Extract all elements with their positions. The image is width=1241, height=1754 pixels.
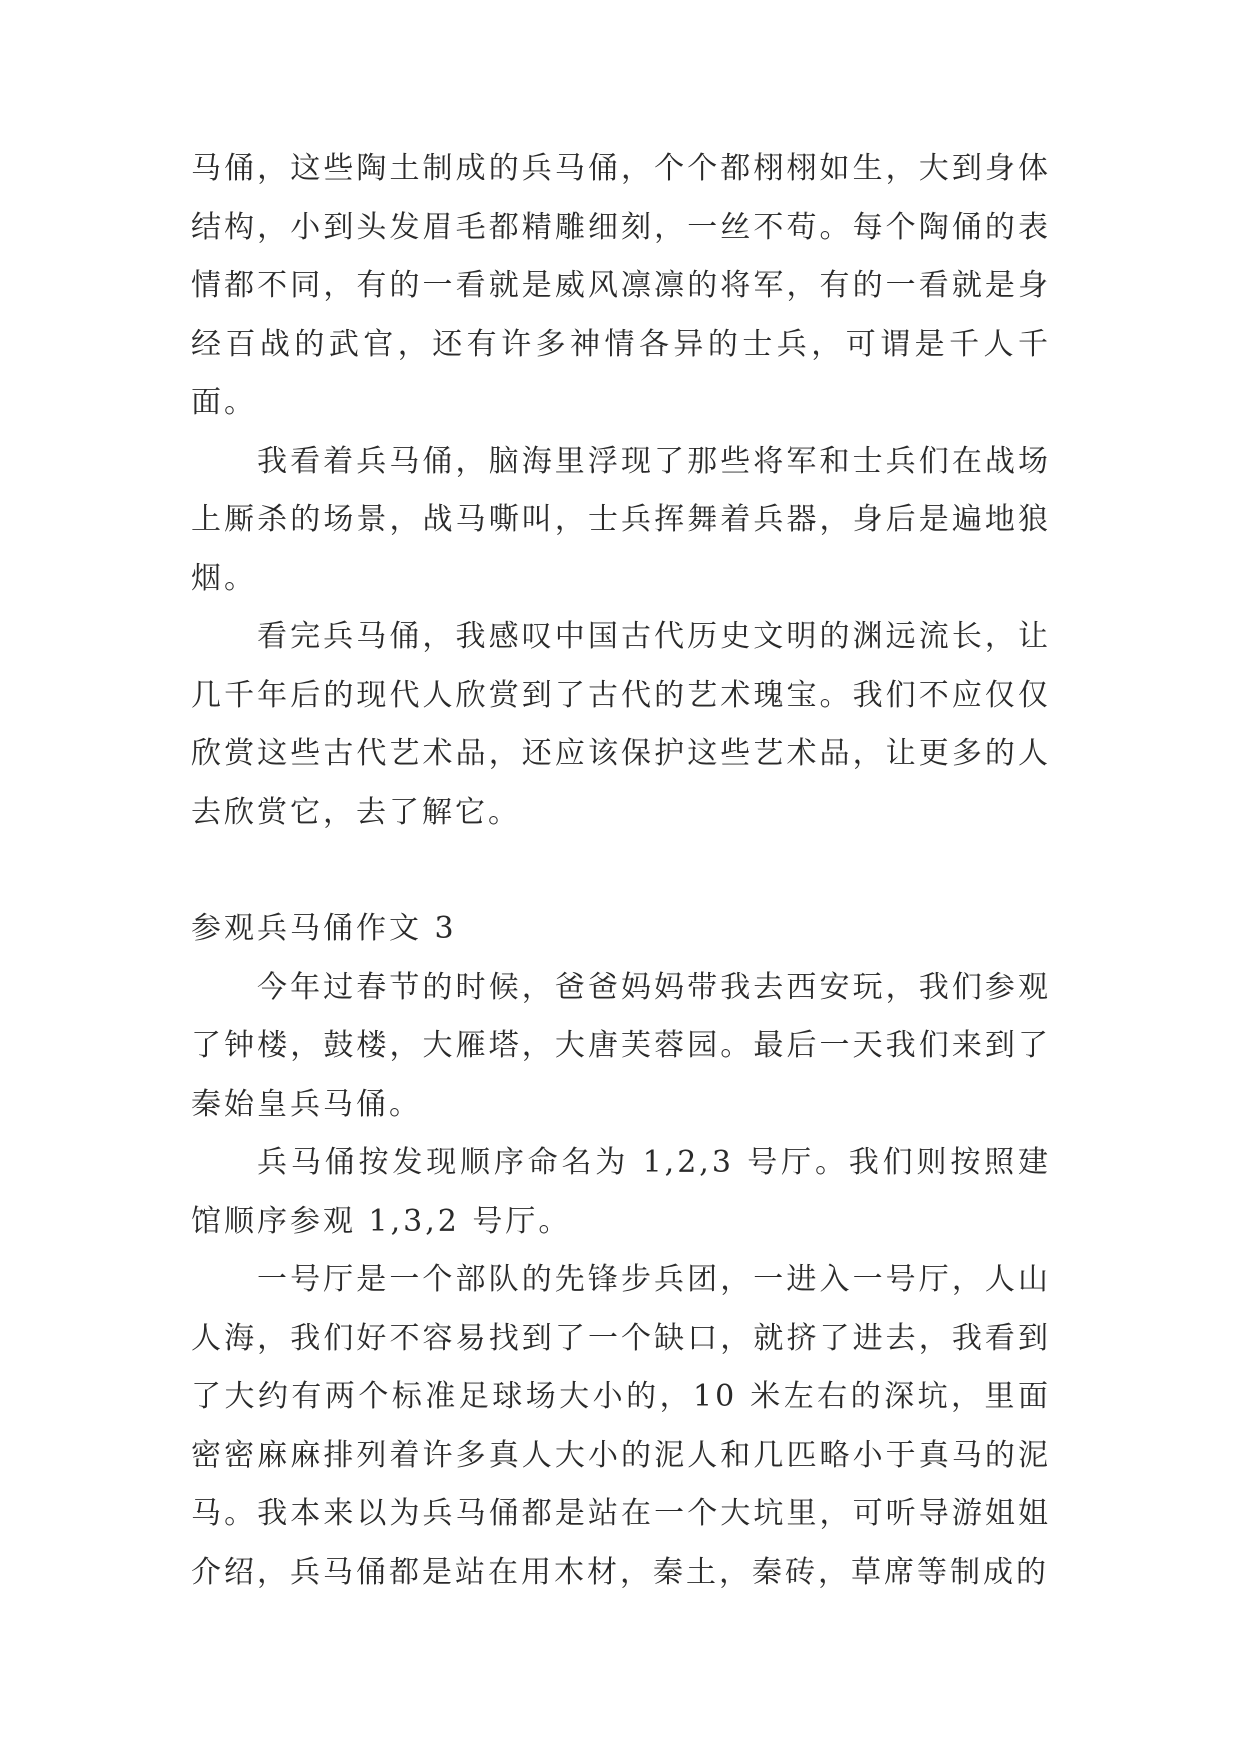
paragraph: 一号厅是一个部队的先锋步兵团，一进入一号厅，人山人海，我们好不容易找到了一个缺口，就挤了进去，我看到了大约有两个标准足球场大小的，10 米左右的深坑，里面密密麻麻排列着许多真人大小的泥人和几匹略小于真马的泥马。我本来以为兵马俑都是站在一个大坑里，可听导游姐姐介绍，兵马俑都是站在用木材，秦土，秦砖，草席等制成的 (191, 1262, 1051, 1590)
paragraph: 看完兵马俑，我感叹中国古代历史文明的渊远流长，让几千年后的现代人欣赏到了古代的艺术瑰宝。我们不应仅仅欣赏这些古代艺术品，还应该保护这些艺术品，让更多的人去欣赏它，去了解它。 (191, 619, 1051, 830)
paragraph: 今年过春节的时候，爸爸妈妈带我去西安玩，我们参观了钟楼，鼓楼，大雁塔，大唐芙蓉园。最后一天我们来到了秦始皇兵马俑。 (191, 969, 1051, 1122)
paragraph: 我看着兵马俑，脑海里浮现了那些将军和士兵们在战场上厮杀的场景，战马嘶叫，士兵挥舞着兵器，身后是遍地狼烟。 (191, 443, 1051, 596)
paragraph-continued: 马俑，这些陶土制成的兵马俑，个个都栩栩如生，大到身体结构，小到头发眉毛都精雕细刻，一丝不苟。每个陶俑的表情都不同，有的一看就是威风凛凛的将军，有的一看就是身经百战的武官，还有许多神情各异的士兵，可谓是千人千面。 (191, 151, 1051, 420)
document-body (191, 140, 1051, 1602)
paragraph: 兵马俑按发现顺序命名为 1,2,3 号厅。我们则按照建馆顺序参观 1,3,2 号厅。 (191, 1145, 1051, 1239)
section-title: 参观兵马俑作文 3 (191, 911, 457, 946)
